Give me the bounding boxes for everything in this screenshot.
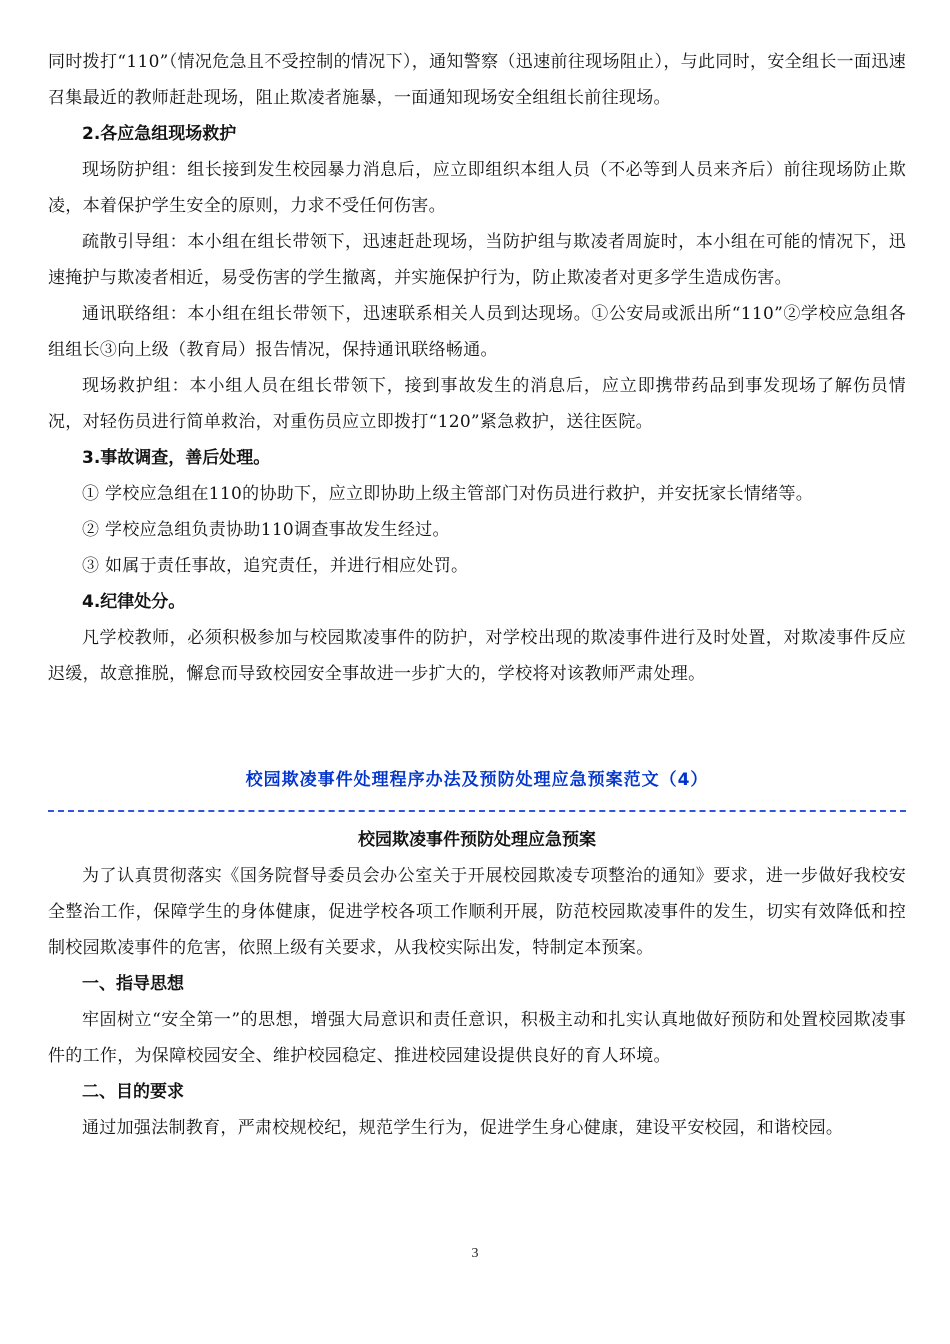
section-spacer xyxy=(48,692,906,762)
paragraph-evacuation-group: 疏散引导组：本小组在组长带领下，迅速赶赴现场，当防护组与欺凌者周旋时，本小组在可能的情况下，迅速掩护与欺凌者相近，易受伤害的学生撤离，并实施保护行为，防止欺凌者对更多学生造成伤害。 xyxy=(48,232,906,288)
list-item: ② 学校应急组负责协助110调查事故发生经过。 xyxy=(82,520,450,540)
document-page xyxy=(48,44,906,1146)
list-item: ③ 如属于责任事故，追究责任，并进行相应处罚。 xyxy=(82,556,469,576)
heading-discipline: 4.纪律处分。 xyxy=(82,592,186,612)
heading-objectives: 二、目的要求 xyxy=(82,1082,184,1102)
paragraph-rescue-group: 现场救护组：本小组人员在组长带领下，接到事故发生的消息后，应立即携带药品到事发现场了解伤员情况，对轻伤员进行简单救治，对重伤员应立即拨打“120”紧急救护，送往医院。 xyxy=(48,376,906,432)
heading-guiding-ideology: 一、指导思想 xyxy=(82,974,184,994)
section-title-link[interactable]: 校园欺凌事件处理程序办法及预防处理应急预案范文（4） xyxy=(245,770,709,790)
list-item: ① 学校应急组在110的协助下，应立即协助上级主管部门对伤员进行救护，并安抚家长情绪等。 xyxy=(82,484,814,504)
page-number: 3 xyxy=(471,1246,479,1261)
paragraph-objectives: 通过加强法制教育，严肃校规校纪，规范学生行为，促进学生身心健康，建设平安校园，和谐校园。 xyxy=(82,1118,844,1138)
paragraph-protection-group: 现场防护组：组长接到发生校园暴力消息后，应立即组织本组人员（不必等到人员来齐后）前往现场防止欺凌，本着保护学生安全的原则，力求不受任何伤害。 xyxy=(48,160,906,216)
document-title: 校园欺凌事件预防处理应急预案 xyxy=(358,830,596,850)
paragraph-intro: 为了认真贯彻落实《国务院督导委员会办公室关于开展校园欺凌专项整治的通知》要求，进一步做好我校安全整治工作，保障学生的身体健康，促进学校各项工作顺利开展，防范校园欺凌事件的发生，切实有效降低和控制校园欺凌事件的危害，依照上级有关要求，从我校实际出发，特制定本预案。 xyxy=(48,866,906,958)
paragraph-continued: 同时拨打“110”（情况危急且不受控制的情况下），通知警察（迅速前往现场阻止），与此同时，安全组长一面迅速召集最近的教师赶赴现场，阻止欺凌者施暴，一面通知现场安全组组长前往现场。 xyxy=(48,52,906,108)
paragraph-communication-group: 通讯联络组：本小组在组长带领下，迅速联系相关人员到达现场。①公安局或派出所“110”②学校应急组各组组长③向上级（教育局）报告情况，保持通讯联络畅通。 xyxy=(48,304,906,360)
dashed-divider xyxy=(48,810,906,812)
heading-emergency-rescue: 2.各应急组现场救护 xyxy=(82,124,237,144)
paragraph-discipline: 凡学校教师，必须积极参加与校园欺凌事件的防护，对学校出现的欺凌事件进行及时处置，对欺凌事件反应迟缓，故意推脱，懈怠而导致校园安全事故进一步扩大的，学校将对该教师严肃处理。 xyxy=(48,628,906,684)
heading-investigation: 3.事故调查，善后处理。 xyxy=(82,448,271,468)
paragraph-guiding-ideology: 牢固树立“安全第一”的思想，增强大局意识和责任意识，积极主动和扎实认真地做好预防和处置校园欺凌事件的工作，为保障校园安全、维护校园稳定、推进校园建设提供良好的育人环境。 xyxy=(48,1010,906,1066)
